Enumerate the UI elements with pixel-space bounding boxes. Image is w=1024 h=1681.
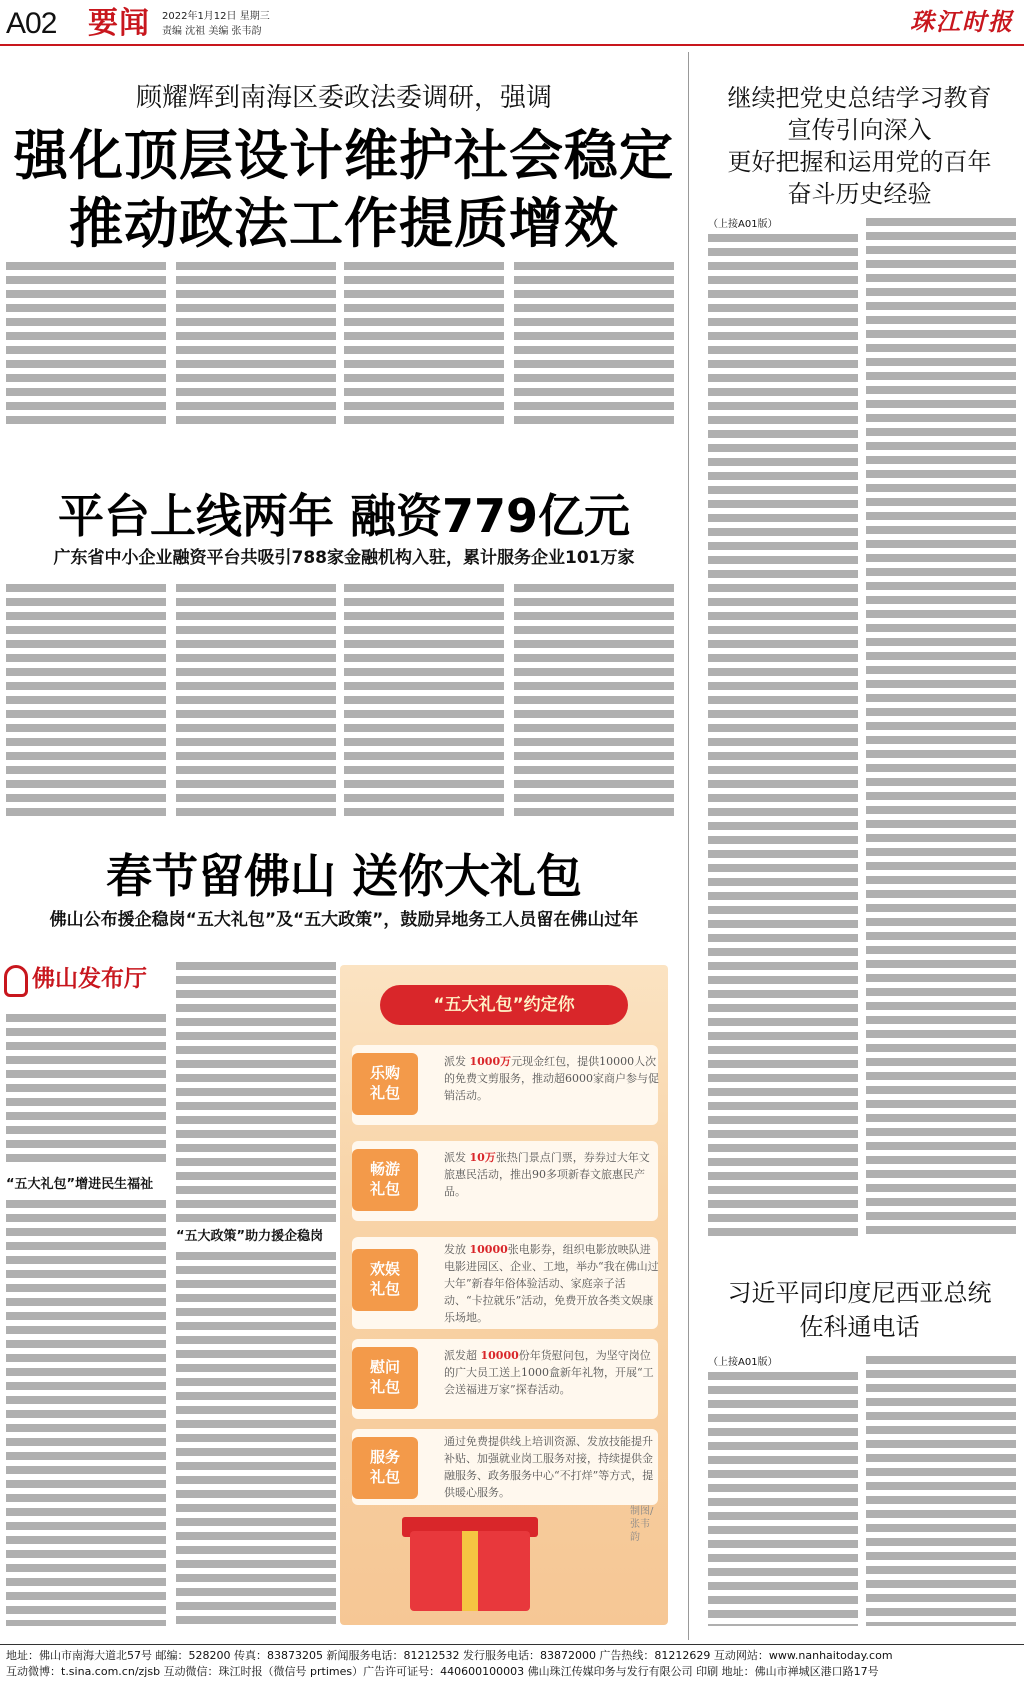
festival-headline: 春节留佛山 送你大礼包 <box>105 849 582 903</box>
festival-body-col-2a <box>176 962 336 1224</box>
party-history-headline <box>695 82 1024 210</box>
five-gifts-infographic <box>340 965 668 1625</box>
finance-body-col-3 <box>344 584 504 816</box>
footer-publisher-line: 互动微博：t.sina.com.cn/zjsb 互动微信：珠江时报（微信号 prtimes）广告许可证号：440600100003 佛山珠江传媒印务与发行有限公司 印刷 地址：佛山市禅城区港口路17号 <box>6 1665 879 1678</box>
festival-body-col-1b <box>6 1200 166 1626</box>
newspaper-logo: 珠江时报 <box>910 7 1014 36</box>
politics-headline-line-2: 推动政法工作提质增效 <box>69 192 619 255</box>
column-divider <box>688 52 689 1640</box>
politics-headline-line-1: 强化顶层设计维护社会稳定 <box>14 124 674 187</box>
gift-tag-shopping: 乐购 礼包 <box>352 1053 418 1115</box>
diplomacy-body-col-2 <box>866 1356 1016 1626</box>
party-headline-line-4: 奋斗历史经验 <box>787 180 932 208</box>
gift-text-care: 派发超 10000份年货慰问包，为坚守岗位的广大员工送上1000盒新年礼物，开展“工会送福进万家”探春活动。 <box>444 1349 654 1396</box>
masthead-rule <box>0 44 1024 46</box>
gift-tag-travel: 畅游 礼包 <box>352 1149 418 1211</box>
politics-body-col-2 <box>176 262 336 430</box>
politics-kicker: 顾耀辉到南海区委政法委调研，强调 <box>135 83 552 113</box>
infographic-title: “五大礼包”约定你 <box>433 995 575 1015</box>
party-headline-line-3: 更好把握和运用党的百年 <box>727 148 992 176</box>
page-number: A02 <box>6 7 57 40</box>
footer-rule <box>0 1644 1024 1645</box>
gift-tag-service: 服务 礼包 <box>352 1437 418 1499</box>
festival-subhead-gifts: “五大礼包”增进民生福祉 <box>6 1177 154 1192</box>
microphone-icon <box>4 965 28 997</box>
party-body-col-1 <box>708 234 858 1240</box>
finance-body-col-4 <box>514 584 674 816</box>
gift-text-shopping: 派发 1000万元现金红包，提供10000人次的免费文剪服务，推动超6000家商户参与促销活动。 <box>444 1055 659 1102</box>
section-name: 要闻 <box>88 6 150 41</box>
diplomacy-headline <box>695 1276 1024 1344</box>
party-headline-line-2: 宣传引向深入 <box>787 116 932 144</box>
finance-body-col-1 <box>6 584 166 816</box>
infographic-credit: 制图/张韦韵 <box>630 1506 654 1543</box>
finance-headline: 平台上线两年 融资779亿元 <box>57 489 631 543</box>
footer-contact-line: 地址：佛山市南海大道北57号 邮编：528200 传真：83873205 新闻服务电话：81212532 发行服务电话：83872000 广告热线：81212629 互动网站：www.nanhaitoday.com <box>6 1649 893 1662</box>
finance-deck: 广东省中小企业融资平台共吸引788家金融机构入驻，累计服务企业101万家 <box>53 548 635 568</box>
party-continued-note: （上接A01版） <box>708 219 778 230</box>
party-body-col-2 <box>866 218 1016 1240</box>
festival-body-col-2b <box>176 1252 336 1626</box>
festival-body-col-1a <box>6 1014 166 1164</box>
politics-body-col-1 <box>6 262 166 430</box>
editors-credit: 责编 沈祖 美编 张韦韵 <box>162 26 262 37</box>
festival-deck: 佛山公布援企稳岗“五大礼包”及“五大政策”，鼓励异地务工人员留在佛山过年 <box>49 910 639 930</box>
gift-tag-care: 慰问 礼包 <box>352 1347 418 1409</box>
gift-text-service: 通过免费提供线上培训资源、发放技能提升补贴、加强就业岗工服务对接，持续提供金融服务、政务服务中心“不打烊”等方式，提供暖心服务。 <box>444 1435 654 1499</box>
politics-body-col-4 <box>514 262 674 430</box>
issue-date: 2022年1月12日 星期三 <box>162 11 270 22</box>
finance-body-col-2 <box>176 584 336 816</box>
diplomacy-headline-line-2: 佐科通电话 <box>799 1313 920 1341</box>
foshan-release-logo: 佛山发布厅 <box>32 965 147 992</box>
gift-text-entertainment: 发放 10000张电影券，组织电影放映队进电影进园区、企业、工地，举办“我在佛山过大年”新春年俗体验活动、家庭亲子活动、“卡拉就乐”活动，免费开放各类文娱康乐场地。 <box>444 1243 659 1324</box>
party-headline-line-1: 继续把党史总结学习教育 <box>727 84 992 112</box>
diplomacy-headline-line-1: 习近平同印度尼西亚总统 <box>727 1279 992 1307</box>
politics-body-col-3 <box>344 262 504 430</box>
gift-ribbon-icon <box>462 1531 478 1611</box>
gift-text-travel: 派发 10万张热门景点门票，券券过大年文旅惠民活动，推出90多项新春文旅惠民产品。 <box>444 1151 650 1198</box>
diplomacy-continued-note: （上接A01版） <box>708 1357 778 1368</box>
festival-subhead-policies: “五大政策”助力援企稳岗 <box>176 1229 324 1244</box>
diplomacy-body-col-1 <box>708 1372 858 1626</box>
gift-tag-entertainment: 欢娱 礼包 <box>352 1249 418 1311</box>
